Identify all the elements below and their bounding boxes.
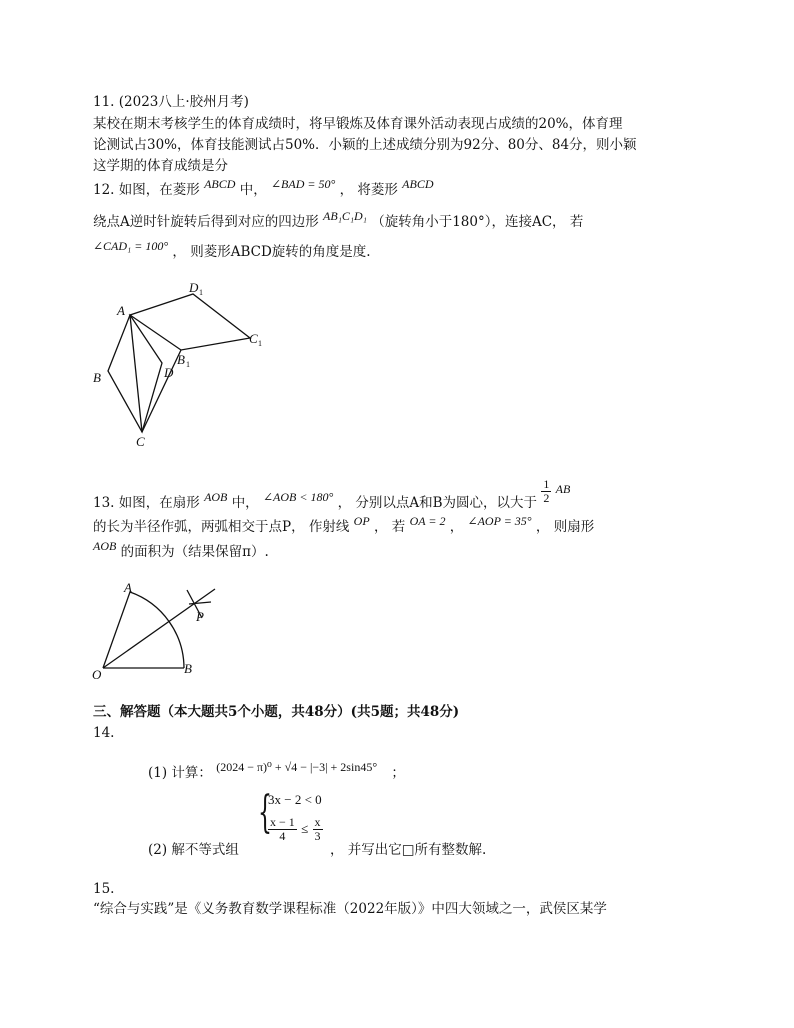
- label-b1-sub: 1: [186, 360, 190, 369]
- q14-part1-expression: (2024 − π)⁰ + √4 − |−3| + 2sin45°: [216, 760, 378, 774]
- system-frac-2-den: 3: [314, 829, 321, 843]
- q12-line2: [93, 209, 584, 232]
- q11-line1: 某校在期末考核学生的体育成绩时，将早锻炼及体育课外活动表现占成绩的20%，体育理: [93, 116, 623, 132]
- radius-oa: [103, 592, 130, 668]
- q11-line2: 论测试占30%，体育技能测试占50%．小颖的上述成绩分别为92分、80分、84分，则小颖: [93, 137, 637, 153]
- label-c: C: [136, 434, 145, 449]
- system-frac-1-num: x − 1: [270, 815, 295, 829]
- q13-text2: 中，: [231, 495, 259, 511]
- q13-text1: 13. 如图，在扇形: [93, 495, 200, 511]
- q13-math3: AB: [555, 482, 571, 496]
- q14-part1-label: (1) 计算：: [148, 765, 212, 781]
- label-c1: C: [249, 331, 258, 346]
- q12-text1: 12. 如图，在菱形: [93, 182, 200, 198]
- ray-op: [103, 589, 215, 668]
- q12-text6: ， 则菱形ABCD旋转的角度是度.: [172, 244, 371, 260]
- rhombus-abcd: [108, 315, 162, 432]
- q13-text8: 的面积为（结果保留π）.: [120, 544, 269, 560]
- label-b1: B: [177, 352, 185, 367]
- label-p: P: [196, 609, 204, 624]
- system-le: ≤: [301, 821, 309, 836]
- q13-text6: ，: [449, 519, 464, 535]
- q12-math4: AB₁C₁D₁: [323, 209, 367, 223]
- q12-text2: 中，: [239, 182, 267, 198]
- q12-text5: （旋转角小于180°），连接AC， 若: [371, 214, 584, 230]
- q11-header: 11. (2023八上·胶州月考): [93, 94, 249, 110]
- q13-math2: ∠AOB < 180°: [262, 490, 334, 504]
- q13-math6: ∠AOP = 35°: [467, 514, 532, 528]
- q13-math5: OA = 2: [409, 514, 446, 528]
- q12-math5: ∠CAD₁ = 100°: [93, 239, 169, 253]
- q15-number: 15.: [93, 881, 115, 897]
- q13-text4: 的长为半径作弧，两弧相交于点P， 作射线: [93, 519, 350, 535]
- q14-part2-end: ， 并写出它□所有整数解.: [330, 842, 487, 858]
- q14-part1: [148, 760, 405, 783]
- q13-figure: [90, 580, 230, 685]
- q14-part2-label: (2) 解不等式组: [148, 842, 239, 858]
- label-d1: D: [189, 280, 199, 295]
- label-a: A: [124, 580, 132, 595]
- label-b: B: [93, 370, 101, 385]
- q12-text3: ， 将菱形: [339, 182, 398, 198]
- q13-text7: ， 则扇形: [535, 519, 595, 535]
- q12-math2: ∠BAD = 50°: [271, 177, 336, 191]
- q13-text3: ， 分别以点A和B为圆心，以大于: [337, 495, 538, 511]
- q15-line1: “综合与实践”是《义务教育数学课程标准（2022年版）》中四大领域之一，武侯区某学: [93, 901, 607, 917]
- system-frac-1-den: 4: [279, 829, 286, 843]
- q13-math7: AOB: [93, 539, 117, 553]
- arc-mark-2: [189, 602, 211, 604]
- section-3-heading: 三、解答题（本大题共5个小题，共48分）(共5题；共48分): [93, 704, 460, 720]
- system-brace: {: [258, 787, 272, 838]
- q11-line3: 这学期的体育成绩是分: [93, 158, 228, 174]
- q12-text4: 绕点A逆时针旋转后得到对应的四边形: [93, 214, 319, 230]
- q13-line3: [93, 539, 269, 562]
- system-frac-1: [268, 816, 297, 843]
- q12-figure: [85, 278, 285, 458]
- q14-part1-end: ；: [391, 765, 405, 781]
- q14-number: 14.: [93, 725, 115, 741]
- q13-frac-den: 2: [543, 491, 550, 505]
- q12-line1: [93, 177, 434, 200]
- label-a: A: [117, 303, 125, 318]
- system-line-1: 3x − 2 < 0: [268, 792, 322, 807]
- label-d1-sub: 1: [199, 288, 203, 297]
- q13-math4: OP: [353, 514, 370, 528]
- system-line-2: [268, 816, 323, 850]
- q13-frac-num: 1: [543, 477, 550, 491]
- label-b: B: [184, 661, 192, 676]
- q12-math3: ABCD: [402, 177, 434, 191]
- system-frac-2-num: x: [314, 815, 321, 829]
- q12-math1: ABCD: [204, 177, 236, 191]
- label-d: D: [164, 365, 174, 380]
- q12-line3: [93, 239, 371, 262]
- q13-fraction: [541, 478, 551, 505]
- label-c1-sub: 1: [258, 339, 262, 348]
- system-frac-2: [313, 816, 323, 843]
- q13-math1: AOB: [204, 490, 228, 504]
- q13-text5: ， 若: [373, 519, 406, 535]
- q13-line2: [93, 514, 595, 537]
- label-o: O: [92, 667, 102, 682]
